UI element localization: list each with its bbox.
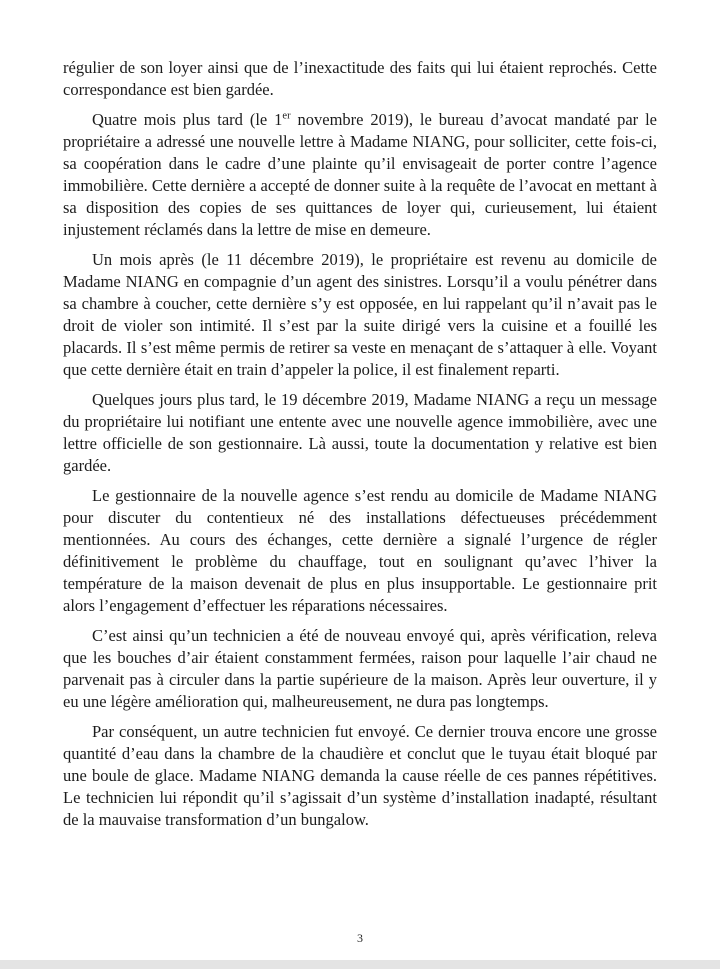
ordinal-superscript: er xyxy=(282,110,291,122)
viewer-page-gap xyxy=(0,960,720,969)
page-number: 3 xyxy=(357,931,363,945)
paragraph: Par conséquent, un autre technicien fut envoyé. Ce dernier trouva encore une grosse quantité d’eau dans la chambre de la chaudière et conclut que le tuyau était bloqué par une boule de glace. Madame NIANG demanda la cause réelle de ces pannes répétitives. Le technicien lui répondit qu’il s’agissait d’un système d’installation inadapté, résultant de la mauvaise transformation d’un bungalow. xyxy=(63,722,657,829)
document-body xyxy=(63,57,657,839)
paragraph: Le gestionnaire de la nouvelle agence s’est rendu au domicile de Madame NIANG pour discuter du contentieux né des installations défectueuses précédemment mentionnées. Au cours des échanges, cette dernière a signalé l’urgence de régler définitivement le problème du chauffage, tout en soulignant qu’avec l’hiver la température de la maison devenait de plus en plus insupportable. Le gestionnaire prit alors l’engagement d’effectuer les réparations nécessaires. xyxy=(63,486,657,615)
paragraph-continuation: régulier de son loyer ainsi que de l’inexactitude des faits qui lui étaient reprochés. Cette correspondance est bien gardée. xyxy=(63,58,657,99)
paragraph: Quelques jours plus tard, le 19 décembre 2019, Madame NIANG a reçu un message du propriétaire lui notifiant une entente avec une nouvelle agence immobilière, avec une lettre officielle de son gestionnaire. Là aussi, toute la documentation y relative est bien gardée. xyxy=(63,390,657,475)
paragraph-text: Quatre mois plus tard (le 1 xyxy=(92,110,283,129)
paragraph xyxy=(63,109,657,241)
paragraph: C’est ainsi qu’un technicien a été de nouveau envoyé qui, après vérification, releva que les bouches d’air étaient constamment fermées, raison pour laquelle l’air chaud ne parvenait pas à circuler dans la partie supérieure de la maison. Après leur ouverture, il y eu une légère amélioration qui, malheureusement, ne dura pas longtemps. xyxy=(63,626,657,711)
paragraph: Un mois après (le 11 décembre 2019), le propriétaire est revenu au domicile de Madame NIANG en compagnie d’un agent des sinistres. Lorsqu’il a voulu pénétrer dans sa chambre à coucher, cette dernière s’y est opposée, en lui rappelant qu’il n’avait pas le droit de violer son intimité. Il s’est par la suite dirigé vers la cuisine et a fouillé les placards. Il s’est même permis de retirer sa veste en menaçant de s’attaquer à elle. Voyant que cette dernière était en train d’appeler la police, il est finalement reparti. xyxy=(63,250,657,379)
paragraph-text: novembre 2019), le bureau d’avocat mandaté par le propriétaire a adressé une nouvelle lettre à Madame NIANG, pour solliciter, cette fois-ci, sa coopération dans le cadre d’une plainte qu’il envisageait de porter contre l’agence immobilière. Cette dernière a accepté de donner suite à la requête de l’avocat en mettant à sa disposition des copies de ses quittances de loyer qui, curieusement, lui étaient injustement réclamés dans la lettre de mise en demeure. xyxy=(63,110,658,239)
